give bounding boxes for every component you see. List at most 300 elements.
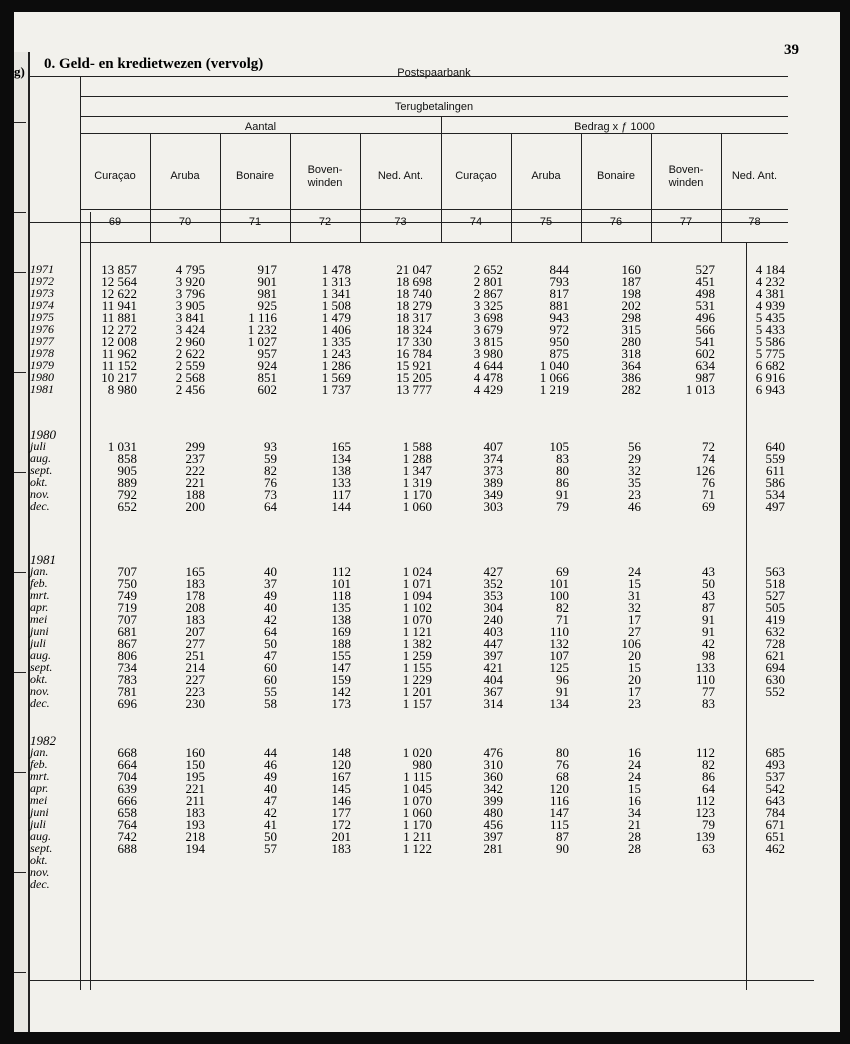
table-cell: 694 (765, 660, 785, 675)
table-cell: 60 (264, 672, 277, 687)
row-label: 1973 (30, 286, 54, 300)
table-cell: 76 (556, 757, 569, 772)
table-cell: 280 (621, 334, 641, 349)
table-cell: 987 (695, 370, 715, 385)
table-cell: 120 (549, 781, 569, 796)
table-cell: 518 (765, 576, 785, 591)
table-cell: 314 (483, 696, 503, 711)
table-cell: 32 (628, 600, 641, 615)
table-cell: 139 (695, 829, 715, 844)
row-label: 1978 (30, 346, 54, 360)
table-cell: 496 (695, 310, 715, 325)
table-cell: 451 (695, 274, 715, 289)
table-cell: 3 796 (175, 286, 205, 301)
table-cell: 50 (264, 636, 277, 651)
table-cell: 58 (264, 696, 277, 711)
table-cell: 1 313 (321, 274, 351, 289)
table-cell: 282 (621, 382, 641, 397)
table-cell: 781 (117, 684, 137, 699)
table-cell: 634 (695, 358, 715, 373)
table-row (14, 500, 840, 513)
column-header: Curaçao (94, 170, 136, 182)
page-title: 0. Geld- en kredietwezen (vervolg) (44, 56, 264, 72)
table-cell: 12 008 (101, 334, 137, 349)
row-label: nov. (30, 487, 50, 501)
table-cell: 69 (702, 499, 715, 514)
table-cell: 844 (549, 262, 569, 277)
table-cell: 71 (556, 612, 569, 627)
table-cell: 349 (483, 487, 503, 502)
table-cell: 1 569 (321, 370, 351, 385)
header-group-count: Aantal (244, 121, 277, 133)
table-cell: 222 (185, 463, 205, 478)
table-cell: 79 (702, 817, 715, 832)
row-label: 1977 (30, 334, 54, 348)
table-cell: 704 (117, 769, 137, 784)
table-cell: 15 (628, 576, 641, 591)
table-cell: 80 (556, 745, 569, 760)
table-cell: 106 (621, 636, 641, 651)
table-cell: 1 170 (402, 817, 432, 832)
table-cell: 11 152 (101, 358, 137, 373)
table-cell: 399 (483, 793, 503, 808)
table-cell: 133 (695, 660, 715, 675)
table-cell: 18 279 (396, 298, 432, 313)
table-cell: 221 (185, 781, 205, 796)
table-cell: 728 (765, 636, 785, 651)
table-cell: 201 (331, 829, 351, 844)
table-cell: 3 905 (175, 298, 205, 313)
table-cell: 1 070 (402, 793, 432, 808)
column-header: Boven- winden (307, 164, 343, 189)
table-cell: 40 (264, 781, 277, 796)
table-cell: 541 (695, 334, 715, 349)
table-cell: 353 (483, 588, 503, 603)
table-cell: 456 (483, 817, 503, 832)
table-cell: 86 (702, 769, 715, 784)
table-cell: 27 (628, 624, 641, 639)
previous-page-fragment: g) (14, 64, 25, 79)
table-cell: 40 (264, 600, 277, 615)
table-cell: 310 (483, 757, 503, 772)
table-cell: 639 (117, 781, 137, 796)
table-cell: 32 (628, 463, 641, 478)
table-cell: 6 916 (755, 370, 785, 385)
table-cell: 1 737 (321, 382, 351, 397)
table-cell: 534 (765, 487, 785, 502)
table-cell: 299 (185, 439, 205, 454)
table-cell: 681 (117, 624, 137, 639)
column-number: 78 (748, 216, 761, 228)
table-cell: 1 319 (402, 475, 432, 490)
table-cell: 277 (185, 636, 205, 651)
table-cell: 3 325 (473, 298, 503, 313)
row-label: okt. (30, 672, 48, 686)
table-cell: 901 (257, 274, 277, 289)
table-cell: 64 (702, 781, 715, 796)
table-cell: 764 (117, 817, 137, 832)
table-cell: 134 (331, 451, 351, 466)
table-cell: 867 (117, 636, 137, 651)
table-cell: 64 (264, 499, 277, 514)
table-cell: 566 (695, 322, 715, 337)
table-cell: 559 (765, 451, 785, 466)
rule (80, 116, 788, 117)
table-cell: 12 622 (101, 286, 137, 301)
table-cell: 611 (765, 463, 785, 478)
table-cell: 651 (765, 829, 785, 844)
table-cell: 86 (556, 475, 569, 490)
table-cell: 3 679 (473, 322, 503, 337)
table-cell: 64 (264, 624, 277, 639)
table-cell: 126 (695, 463, 715, 478)
table-cell: 17 (628, 684, 641, 699)
table-cell: 144 (331, 499, 351, 514)
table-cell: 18 324 (396, 322, 432, 337)
column-number: 71 (248, 216, 262, 228)
table-cell: 817 (549, 286, 569, 301)
column-number: 74 (469, 216, 483, 228)
column-header: Curaçao (455, 170, 497, 182)
table-cell: 2 568 (175, 370, 205, 385)
table-cell: 146 (331, 793, 351, 808)
table-cell: 1 102 (402, 600, 432, 615)
row-label: 1971 (30, 262, 54, 276)
edge-tick (14, 972, 26, 973)
table-cell: 688 (117, 841, 137, 856)
row-label: 1974 (30, 298, 54, 312)
table-cell: 719 (117, 600, 137, 615)
table-cell: 10 217 (101, 370, 137, 385)
table-cell: 125 (549, 660, 569, 675)
table-cell: 169 (331, 624, 351, 639)
table-cell: 208 (185, 600, 205, 615)
table-cell: 734 (117, 660, 137, 675)
table-cell: 44 (264, 745, 277, 760)
table-cell: 875 (549, 346, 569, 361)
table-cell: 1 286 (321, 358, 351, 373)
table-cell: 386 (621, 370, 641, 385)
table-cell: 105 (549, 439, 569, 454)
row-label: okt. (30, 853, 48, 867)
table-cell: 237 (185, 451, 205, 466)
table-cell: 173 (331, 696, 351, 711)
table-cell: 943 (549, 310, 569, 325)
table-cell: 1 232 (247, 322, 277, 337)
table-cell: 421 (483, 660, 503, 675)
table-cell: 563 (765, 564, 785, 579)
table-cell: 160 (621, 262, 641, 277)
table-cell: 112 (695, 745, 715, 760)
table-cell: 55 (264, 684, 277, 699)
table-cell: 1 060 (402, 805, 432, 820)
table-cell: 925 (257, 298, 277, 313)
table-cell: 28 (628, 841, 641, 856)
column-header: Boven- winden (668, 164, 704, 189)
table-cell: 20 (628, 672, 641, 687)
column-number: 77 (679, 216, 693, 228)
table-cell: 342 (483, 781, 503, 796)
table-cell: 198 (621, 286, 641, 301)
row-label: juli (30, 636, 47, 650)
table-cell: 165 (331, 439, 351, 454)
table-cell: 43 (702, 588, 715, 603)
table-cell: 352 (483, 576, 503, 591)
table-cell: 155 (331, 648, 351, 663)
table-cell: 750 (117, 576, 137, 591)
table-row (14, 878, 840, 891)
table-cell: 60 (264, 660, 277, 675)
column-number: 76 (609, 216, 623, 228)
table-cell: 304 (483, 600, 503, 615)
table-cell: 240 (483, 612, 503, 627)
table-cell: 905 (117, 463, 137, 478)
table-cell: 47 (264, 793, 277, 808)
table-cell: 1 013 (685, 382, 715, 397)
table-cell: 100 (549, 588, 569, 603)
table-cell: 632 (765, 624, 785, 639)
table-cell: 950 (549, 334, 569, 349)
row-label: mrt. (30, 588, 50, 602)
table-cell: 195 (185, 769, 205, 784)
table-cell: 403 (483, 624, 503, 639)
table-cell: 17 (628, 612, 641, 627)
table-cell: 20 (628, 648, 641, 663)
table-cell: 2 456 (175, 382, 205, 397)
table-cell: 1 027 (247, 334, 277, 349)
table-cell: 188 (185, 487, 205, 502)
table-cell: 138 (331, 612, 351, 627)
column-number: 73 (394, 216, 407, 228)
table-cell: 49 (264, 769, 277, 784)
table-cell: 76 (702, 475, 715, 490)
table-cell: 1 066 (539, 370, 569, 385)
table-cell: 117 (331, 487, 351, 502)
table-cell: 397 (483, 648, 503, 663)
table-cell: 46 (264, 757, 277, 772)
table-cell: 50 (264, 829, 277, 844)
table-cell: 183 (331, 841, 351, 856)
table-cell: 50 (702, 576, 715, 591)
table-cell: 3 980 (473, 346, 503, 361)
table-cell: 924 (257, 358, 277, 373)
table-cell: 5 435 (755, 310, 785, 325)
table-cell: 15 (628, 781, 641, 796)
table-cell: 211 (185, 793, 205, 808)
table-cell: 83 (702, 696, 715, 711)
table-cell: 11 941 (101, 298, 137, 313)
table-cell: 6 682 (755, 358, 785, 373)
table-cell: 1 478 (321, 262, 351, 277)
table-cell: 4 232 (755, 274, 785, 289)
table-cell: 46 (628, 499, 641, 514)
table-cell: 3 815 (473, 334, 503, 349)
row-label: 1980 (30, 370, 54, 384)
table-cell: 3 841 (175, 310, 205, 325)
table-cell: 112 (695, 793, 715, 808)
table-cell: 150 (185, 757, 205, 772)
row-label: juni (30, 805, 49, 819)
table-cell: 87 (702, 600, 715, 615)
edge-tick (14, 122, 26, 123)
row-label: apr. (30, 781, 49, 795)
table-cell: 56 (628, 439, 641, 454)
row-label: jan. (30, 745, 49, 759)
table-cell: 784 (765, 805, 785, 820)
table-cell: 218 (185, 829, 205, 844)
table-cell: 101 (549, 576, 569, 591)
table-cell: 1 040 (539, 358, 569, 373)
table-cell: 972 (549, 322, 569, 337)
table-row (14, 697, 840, 710)
table-cell: 194 (185, 841, 205, 856)
table-cell: 1 347 (402, 463, 432, 478)
table-cell: 476 (483, 745, 503, 760)
table-cell: 531 (695, 298, 715, 313)
table-cell: 889 (117, 475, 137, 490)
table-cell: 123 (695, 805, 715, 820)
table-cell: 138 (331, 463, 351, 478)
row-label: feb. (30, 757, 48, 771)
table-cell: 188 (331, 636, 351, 651)
table-cell: 93 (264, 439, 277, 454)
table-cell: 427 (483, 564, 503, 579)
table-cell: 115 (549, 817, 569, 832)
table-cell: 4 644 (473, 358, 503, 373)
table-cell: 1 094 (402, 588, 432, 603)
table-cell: 527 (695, 262, 715, 277)
document-page (14, 12, 840, 1032)
row-label: 1979 (30, 358, 54, 372)
table-cell: 8 980 (107, 382, 137, 397)
column-number: 72 (318, 216, 332, 228)
table-cell: 630 (765, 672, 785, 687)
table-cell: 40 (264, 564, 277, 579)
table-cell: 957 (257, 346, 277, 361)
table-cell: 493 (765, 757, 785, 772)
table-cell: 91 (556, 487, 569, 502)
column-number: 70 (178, 216, 192, 228)
table-cell: 42 (264, 805, 277, 820)
table-cell: 43 (702, 564, 715, 579)
table-cell: 200 (185, 499, 205, 514)
row-label: mei (30, 793, 48, 807)
table-cell: 1 071 (402, 576, 432, 591)
table-cell: 160 (185, 745, 205, 760)
table-cell: 135 (331, 600, 351, 615)
table-cell: 23 (628, 696, 641, 711)
page-number: 39 (784, 42, 799, 58)
table-cell: 462 (765, 841, 785, 856)
table-cell: 142 (331, 684, 351, 699)
table-cell: 17 330 (396, 334, 432, 349)
table-cell: 28 (628, 829, 641, 844)
header-sub: Terugbetalingen (394, 101, 474, 113)
header-group-amount: Bedrag x ƒ 1000 (574, 121, 655, 133)
table-cell: 21 (628, 817, 641, 832)
table-cell: 374 (483, 451, 503, 466)
table-cell: 1 229 (402, 672, 432, 687)
table-cell: 187 (621, 274, 641, 289)
table-cell: 1 382 (402, 636, 432, 651)
row-label: aug. (30, 451, 51, 465)
table-cell: 707 (117, 612, 137, 627)
row-label: 1972 (30, 274, 54, 288)
row-label: 1976 (30, 322, 54, 336)
table-cell: 360 (483, 769, 503, 784)
row-label: feb. (30, 576, 48, 590)
table-cell: 602 (257, 382, 277, 397)
table-cell: 183 (185, 805, 205, 820)
table-cell: 2 652 (473, 262, 503, 277)
table-cell: 917 (257, 262, 277, 277)
table-cell: 419 (765, 612, 785, 627)
table-cell: 18 698 (396, 274, 432, 289)
table-cell: 16 (628, 793, 641, 808)
table-cell: 2 801 (473, 274, 503, 289)
table-cell: 69 (556, 564, 569, 579)
table-cell: 178 (185, 588, 205, 603)
table-cell: 1 406 (321, 322, 351, 337)
table-cell: 12 272 (101, 322, 137, 337)
table-cell: 602 (695, 346, 715, 361)
table-cell: 367 (483, 684, 503, 699)
table-cell: 145 (331, 781, 351, 796)
table-cell: 223 (185, 684, 205, 699)
table-cell: 57 (264, 841, 277, 856)
table-cell: 21 047 (396, 262, 432, 277)
table-cell: 480 (483, 805, 503, 820)
row-label: dec. (30, 877, 50, 891)
table-cell: 18 317 (396, 310, 432, 325)
table-cell: 87 (556, 829, 569, 844)
table-cell: 742 (117, 829, 137, 844)
table-cell: 79 (556, 499, 569, 514)
table-cell: 3 698 (473, 310, 503, 325)
table-cell: 1 335 (321, 334, 351, 349)
table-cell: 73 (264, 487, 277, 502)
table-cell: 133 (331, 475, 351, 490)
table-cell: 167 (331, 769, 351, 784)
table-cell: 981 (257, 286, 277, 301)
table-cell: 59 (264, 451, 277, 466)
table-cell: 101 (331, 576, 351, 591)
table-cell: 82 (556, 600, 569, 615)
row-label: jan. (30, 564, 49, 578)
table-cell: 505 (765, 600, 785, 615)
table-cell: 227 (185, 672, 205, 687)
table-cell: 1 116 (248, 310, 277, 325)
table-cell: 63 (702, 841, 715, 856)
table-cell: 1 157 (402, 696, 432, 711)
table-cell: 4 939 (755, 298, 785, 313)
table-cell: 207 (185, 624, 205, 639)
table-cell: 537 (765, 769, 785, 784)
column-number: 75 (539, 216, 553, 228)
table-cell: 120 (331, 757, 351, 772)
table-cell: 42 (264, 612, 277, 627)
table-cell: 980 (412, 757, 432, 772)
table-cell: 221 (185, 475, 205, 490)
table-cell: 91 (556, 684, 569, 699)
table-cell: 193 (185, 817, 205, 832)
column-header: Bonaire (597, 170, 635, 182)
table-cell: 671 (765, 817, 785, 832)
table-cell: 98 (702, 648, 715, 663)
table-cell: 1 121 (402, 624, 432, 639)
row-label: apr. (30, 600, 49, 614)
table-cell: 527 (765, 588, 785, 603)
